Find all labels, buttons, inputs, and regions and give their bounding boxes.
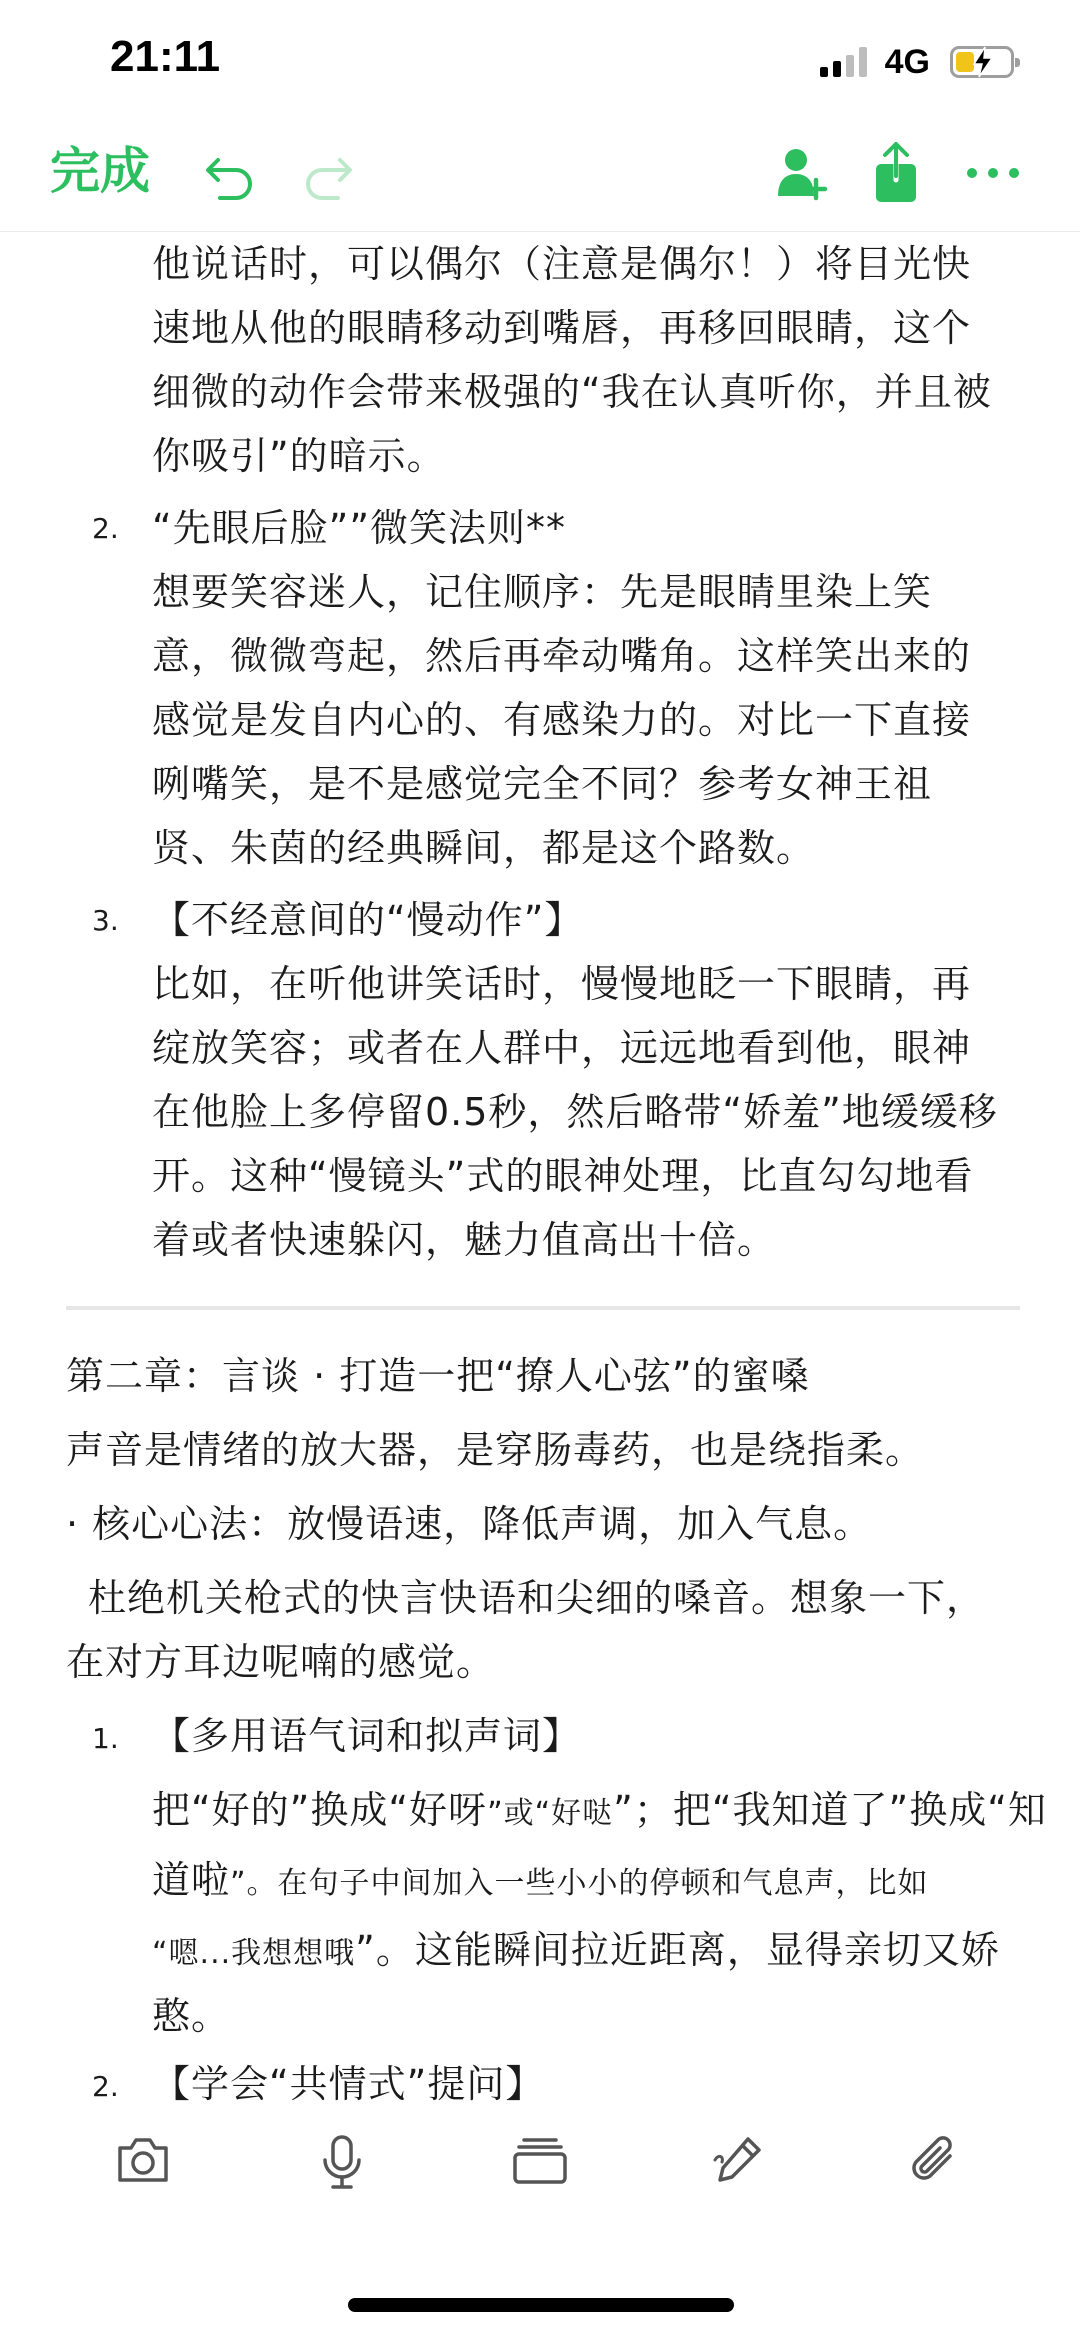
editor-toolbar xyxy=(0,120,1080,232)
text-line: 在他脸上多停留0.5秒，然后略带“娇羞”地缓缓移 xyxy=(152,1090,998,1134)
more-icon[interactable] xyxy=(966,166,1020,180)
text-line xyxy=(152,1848,929,1916)
add-person-icon[interactable] xyxy=(778,146,828,202)
text-line: 细微的动作会带来极强的“我在认真听你，并且被 xyxy=(152,370,992,414)
undo-icon[interactable] xyxy=(204,150,256,200)
text-line xyxy=(152,1778,1047,1846)
list-number: 2. xyxy=(92,512,119,545)
text-line: 着或者快速躲闪，魅力值高出十倍。 xyxy=(152,1218,777,1262)
home-indicator[interactable] xyxy=(348,2298,734,2312)
bottom-toolbar xyxy=(0,2112,1080,2232)
text-run: 把“好的”换成“好呀 xyxy=(152,1788,488,1832)
network-label: 4G xyxy=(884,42,930,81)
note-content[interactable] xyxy=(0,232,1080,2112)
paperclip-icon[interactable] xyxy=(908,2134,962,2188)
microphone-icon[interactable] xyxy=(320,2134,364,2190)
list-item-title: “先眼后脸””微笑法则** xyxy=(152,506,567,550)
text-line: 憨。 xyxy=(152,1994,231,2038)
battery-cap xyxy=(1015,58,1020,67)
text-line: 你吸引”的暗示。 xyxy=(152,434,446,478)
battery-icon xyxy=(950,46,1014,78)
pen-icon[interactable] xyxy=(712,2134,764,2186)
text-line: 贤、朱茵的经典瞬间，都是这个路数。 xyxy=(152,826,816,870)
text-line: 意，微微弯起，然后再牵动嘴角。这样笑出来的 xyxy=(152,634,972,678)
text-line: 感觉是发自内心的、有感染力的。对比一下直接 xyxy=(152,698,972,742)
text-line: 想要笑容迷人，记住顺序：先是眼睛里染上笑 xyxy=(152,570,933,614)
text-run: ”；把“我知道了”换成“知 xyxy=(613,1788,1047,1832)
text-line: 在对方耳边呢喃的感觉。 xyxy=(66,1640,496,1684)
list-number: 2. xyxy=(92,2070,119,2103)
list-item-title: 【多用语气词和拟声词】 xyxy=(152,1714,582,1758)
signal-icon xyxy=(820,47,867,77)
text-line: 绽放笑容；或者在人群中，远远地看到他，眼神 xyxy=(152,1026,972,1070)
text-run-small: “嗯...我想想哦 xyxy=(152,1936,356,1971)
list-number: 1. xyxy=(92,1722,119,1755)
text-run: 道啦 xyxy=(152,1858,231,1902)
status-bar xyxy=(0,0,1080,120)
text-run-small: ”或“好哒 xyxy=(487,1796,614,1831)
horizontal-divider xyxy=(66,1306,1020,1310)
text-line: 他说话时，可以偶尔（注意是偶尔！）将目光快 xyxy=(152,242,972,286)
text-run-small: ”。在句子中间加入一些小小的停顿和气息声，比如 xyxy=(230,1866,929,1901)
text-line: 咧嘴笑，是不是感觉完全不同？参考女神王祖 xyxy=(152,762,933,806)
text-run: ”。这能瞬间拉近距离，显得亲切又娇 xyxy=(355,1928,1000,1972)
text-line: · 核心心法：放慢语速，降低声调，加入气息。 xyxy=(66,1502,873,1546)
status-time: 21:11 xyxy=(110,32,221,81)
stack-icon[interactable] xyxy=(512,2134,568,2184)
text-line: 声音是情绪的放大器，是穿肠毒药，也是绕指柔。 xyxy=(66,1428,925,1472)
list-number: 3. xyxy=(92,904,119,937)
share-icon[interactable] xyxy=(872,142,920,204)
text-line: 速地从他的眼睛移动到嘴唇，再移回眼睛，这个 xyxy=(152,306,972,350)
status-indicators xyxy=(820,40,1014,84)
charging-bolt-icon xyxy=(971,46,995,78)
text-line: 开。这种“慢镜头”式的眼神处理，比直勾勾地看 xyxy=(152,1154,974,1198)
list-item-title: 【学会“共情式”提问】 xyxy=(152,2062,545,2106)
list-item-title: 【不经意间的“慢动作”】 xyxy=(152,898,584,942)
done-button[interactable]: 完成 xyxy=(50,136,150,206)
text-line: 比如，在听他讲笑话时，慢慢地眨一下眼睛，再 xyxy=(152,962,972,1006)
redo-icon[interactable] xyxy=(302,150,354,200)
text-line xyxy=(152,1918,1000,1986)
text-line: 杜绝机关枪式的快言快语和尖细的嗓音。想象一下， xyxy=(88,1576,986,1620)
camera-icon[interactable] xyxy=(116,2134,170,2184)
chapter-heading: 第二章：言谈 · 打造一把“撩人心弦”的蜜嗓 xyxy=(66,1354,810,1398)
